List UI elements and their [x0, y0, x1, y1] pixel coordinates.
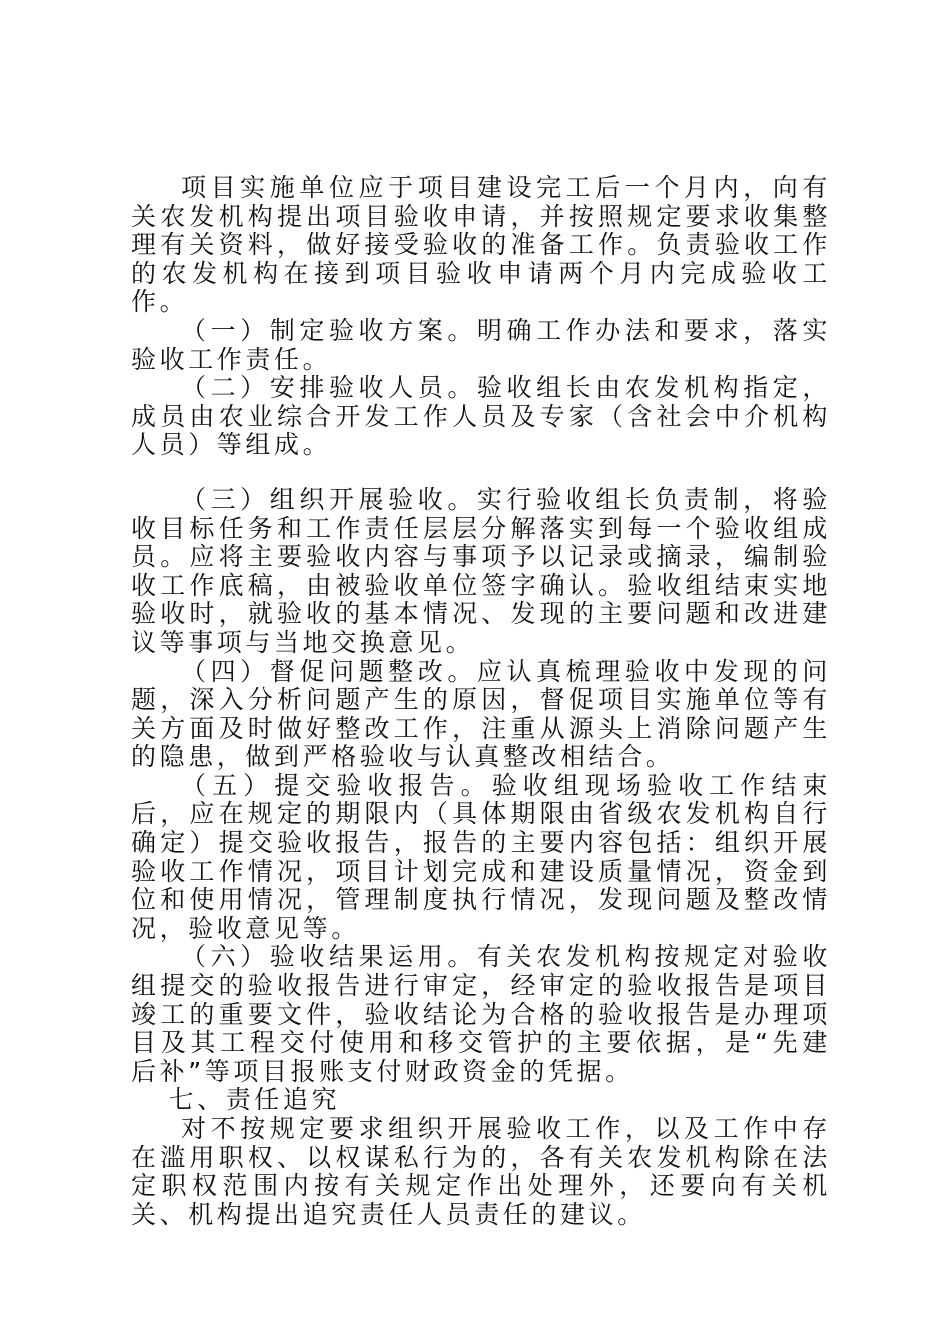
paragraph-acceptance-application: 项目实施单位应于项目建设完工后一个月内，向有关农发机构提出项目验收申请，并按照规定要求收集整理有关资料，做好接受验收的准备工作。负责验收工作的农发机构在接到项目验收申请两个月内完成验收工作。 [131, 173, 831, 317]
document-body [131, 174, 831, 1229]
paragraph-item-2-staff: （二）安排验收人员。验收组长由农发机构指定，成员由农业综合开发工作人员及专家（含社会中介机构人员）等组成。 [131, 373, 831, 460]
paragraph-item-6-results: （六）验收结果运用。有关农发机构按规定对验收组提交的验收报告进行审定，经审定的验收报告是项目竣工的重要文件，验收结论为合格的验收报告是办理项目及其工程交付使用和移交管护的主要依据，是“先建后补”等项目报账支付财政资金的凭据。 [131, 942, 831, 1086]
paragraph-item-1-plan: （一）制定验收方案。明确工作办法和要求，落实验收工作责任。 [131, 315, 831, 374]
section-heading-accountability: 七、责任追究 [168, 1085, 341, 1115]
paragraph-item-4-rectify: （四）督促问题整改。应认真梳理验收中发现的问题，深入分析问题产生的原因，督促项目实施单位等有关方面及时做好整改工作，注重从源头上消除问题产生的隐患，做到严格验收与认真整改相结合。 [131, 656, 831, 772]
paragraph-accountability: 对不按规定要求组织开展验收工作，以及工作中存在滥用职权、以权谋私行为的，各有关农发机构除在法定职权范围内按有关规定作出处理外，还要向有关机关、机构提出追究责任人员责任的建议。 [131, 1114, 831, 1229]
paragraph-item-5-report: （五）提交验收报告。验收组现场验收工作结束后，应在规定的期限内（具体期限由省级农发机构自行确定）提交验收报告，报告的主要内容包括：组织开展验收工作情况，项目计划完成和建设质量情况，资金到位和使用情况，管理制度执行情况，发现问题及整改情况，验收意见等。 [131, 770, 831, 943]
paragraph-item-3-organize: （三）组织开展验收。实行验收组长负责制，将验收目标任务和工作责任层层分解落实到每一个验收组成员。应将主要验收内容与事项予以记录或摘录，编制验收工作底稿，由被验收单位签字确认。验收组结束实地验收时，就验收的基本情况、发现的主要问题和改进建议等事项与当地交换意见。 [131, 484, 831, 657]
